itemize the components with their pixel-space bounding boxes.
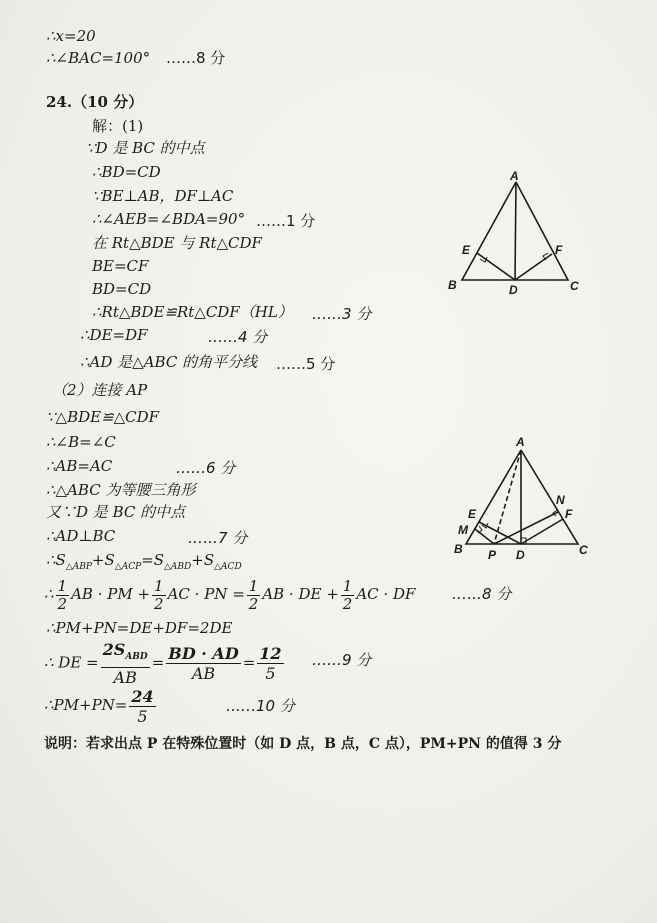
score-8: ……8 分: [452, 585, 512, 603]
half-area-equation: ∴ $\frac{1}{2}$ AB · PM + $\frac{1}{2}$ AC · PN = $\frac{1}{2}$ AB · DE + $\frac{1}{2}$ AC · DF: [44, 576, 416, 613]
part1-line-2: ∴BD=CD: [92, 163, 161, 181]
score-6: ……6 分: [176, 459, 236, 477]
part2-area-equation: $\therefore S_{\triangle ABP}+S_{\triangle ACP}=S_{\triangle ABD}+S_{\triangle ACD}$: [46, 551, 242, 572]
part1-heading: 解：(1): [92, 117, 144, 135]
fig2-right-angle-m: [478, 526, 482, 533]
fig1-segment-df: [515, 254, 552, 280]
part1-line-4: ∴∠AEB=∠BDA=90°: [92, 210, 246, 228]
part1-line-7: BD=CD: [92, 280, 152, 298]
part1-line-8: ∴Rt△BDE≌Rt△CDF（HL）: [92, 303, 293, 321]
fig2-label-b: B: [454, 542, 463, 556]
fig2-segment-df: [521, 519, 563, 544]
fig2-label-m: M: [458, 523, 468, 537]
fig2-label-e: E: [468, 507, 477, 521]
fig1-segment-de: [477, 253, 515, 280]
fig1-label-f: F: [555, 243, 563, 257]
fig2-label-d: D: [516, 548, 525, 562]
part1-line-9: ∴DE=DF: [80, 326, 148, 344]
triangle-figure-1: [440, 168, 590, 303]
fig2-label-n: N: [556, 493, 565, 507]
part1-line-1: ∵D 是 BC 的中点: [86, 139, 205, 157]
score-7: ……7 分: [188, 529, 248, 547]
line-angle-bac: ∴∠BAC=100°: [46, 49, 151, 67]
fig2-label-a: A: [516, 435, 525, 449]
fig2-label-f: F: [565, 507, 573, 521]
part2-line-2: ∴∠B=∠C: [46, 433, 116, 451]
triangle-figure-2: [446, 432, 596, 562]
fig2-label-p: P: [488, 548, 497, 562]
part1-line-6: BE=CF: [92, 257, 149, 275]
score-8-prev: ……8 分: [166, 49, 226, 67]
fig1-segment-ad: [515, 182, 516, 280]
fig1-label-d: D: [509, 283, 518, 297]
fig2-label-c: C: [579, 543, 588, 557]
score-9: ……9 分: [312, 651, 372, 669]
fig1-label-c: C: [570, 279, 579, 293]
grading-note: 说明：若求出点 P 在特殊位置时（如 D 点，B 点，C 点），PM+PN 的值得 3 分: [44, 736, 562, 752]
part2-heading: （2）连接 AP: [52, 381, 148, 399]
score-3: ……3 分: [312, 305, 372, 323]
fig2-segment-pm: [475, 529, 494, 544]
score-5: ……5 分: [276, 355, 336, 373]
score-10: ……10 分: [226, 697, 295, 715]
fig1-label-b: B: [448, 278, 457, 292]
part1-line-5: 在 Rt△BDE 与 Rt△CDF: [92, 234, 262, 252]
result-equation: ∴PM+PN= $\frac{24}{5}$: [44, 686, 154, 726]
de-equation: ∴ DE = $\frac{2S_{ABD}}{AB}$ = $\frac{BD \cdot AD}{AB}$ = $\frac{12}{5}$: [44, 640, 282, 688]
score-4: ……4 分: [208, 328, 268, 346]
fig2-segment-ap: [494, 450, 521, 544]
part2-line-1: ∵△BDE≌△CDF: [46, 408, 160, 426]
part2-line-5: 又∵D 是 BC 的中点: [46, 503, 186, 521]
part1-line-10: ∴AD 是△ABC 的角平分线: [80, 353, 258, 371]
part2-line-6: ∴AD⊥BC: [46, 527, 116, 545]
part1-line-3: ∵BE⊥AB，DF⊥AC: [92, 187, 234, 205]
fig1-label-a: A: [510, 169, 519, 183]
part2-sum-line: ∴PM+PN=DE+DF=2DE: [46, 619, 233, 637]
line-x: ∴x=20: [46, 27, 96, 45]
question-title: 24.（10 分）: [46, 93, 144, 111]
part2-line-4: ∴△ABC 为等腰三角形: [46, 481, 196, 499]
fig1-label-e: E: [462, 243, 471, 257]
part2-line-3: ∴AB=AC: [46, 457, 113, 475]
score-1: ……1 分: [256, 212, 316, 230]
